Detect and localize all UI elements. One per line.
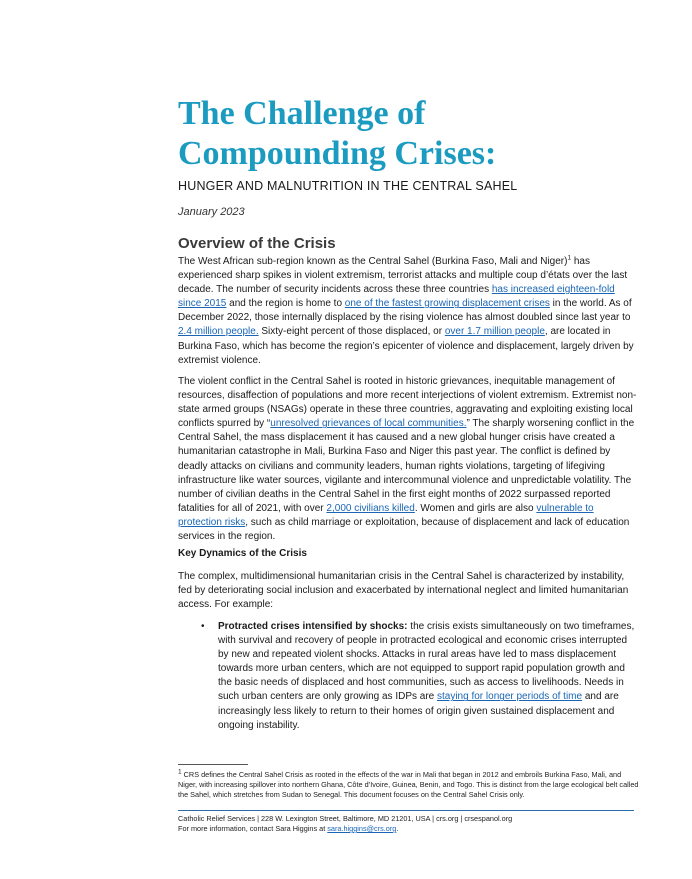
document-title: [178, 94, 648, 174]
page-footer: [178, 814, 512, 834]
document-subtitle: HUNGER AND MALNUTRITION IN THE CENTRAL SAHEL: [178, 179, 518, 193]
link-eighteen-fold[interactable]: has increased eighteen-fold since 2015: [178, 284, 615, 310]
title-line-2: Compounding Crises:: [178, 135, 497, 172]
section-heading-overview: Overview of the Crisis: [178, 235, 336, 252]
subheading-key-dynamics: Key Dynamics of the Crisis: [178, 548, 307, 559]
footer-contact-suffix: .: [396, 824, 399, 833]
bullet-protracted-crises: [218, 620, 638, 733]
link-civilians-killed[interactable]: 2,000 civilians killed: [326, 502, 415, 514]
p2-text-3: . Women and girls are also: [414, 502, 537, 514]
p1-text-2: has experienced sharp spikes in violent extremism, terrorist attacks and multiple coup d’états over the last decade. The number of security incidents across these three countries: [178, 256, 628, 296]
bullet-text-2: and are increasingly less likely to return to their homes of origin given sustained displacement and ongoing instability.: [218, 691, 619, 731]
title-line-1: The Challenge of: [178, 95, 426, 132]
footer-address: Catholic Relief Services | 228 W. Lexington Street, Baltimore, MD 21201, USA | crs.org | crsespanol.org: [178, 814, 513, 823]
link-protection-risks[interactable]: vulnerable to protection risks: [178, 502, 594, 528]
p1-text-4: in the world. As of December 2022, those internally displaced by the rising violence has almost doubled since last year to: [178, 298, 632, 324]
p1-text-6: , are located in Burkina Faso, which has become the region’s epicenter of violence and displacement, largely driven by extremist violence.: [178, 326, 634, 366]
footnote: [178, 770, 640, 801]
link-1-7-million[interactable]: over 1.7 million people: [444, 326, 545, 338]
bullet-text-1: the crisis exists simultaneously on two timeframes, with survival and recovery of people in protracted ecological and economic crises interrupted by new and repeated violent shocks. Attacks in rural areas have led to mass displacement towards more urban centers, which are not equipped to support rapid population growth and the basic needs of displaced and host communities, such as access to livelihoods. Needs in such urban centers are only growing as IDPs are: [218, 621, 635, 703]
p1-text-1: The West African sub-region known as the Central Sahel (Burkina Faso, Mali and Niger): [178, 256, 568, 267]
link-unresolved-grievances[interactable]: unresolved grievances of local communities.: [270, 418, 467, 430]
paragraph-key-dynamics: The complex, multidimensional humanitarian crisis in the Central Sahel is characterized by instability, fed by deteriorating social inclusion and exacerbated by international neglect and limited humanitarian access. For example:: [178, 571, 629, 611]
p1-text-5: Sixty-eight percent of those displaced, or: [258, 326, 445, 338]
link-displacement-crises[interactable]: one of the fastest growing displacement crises: [344, 298, 550, 310]
footer-contact: [178, 824, 512, 834]
link-2-4-million[interactable]: 2.4 million people.: [178, 326, 259, 338]
paragraph-overview-1: [178, 255, 638, 368]
p2-text-4: , such as child marriage or exploitation, because of displacement and lack of education services in the region.: [178, 516, 630, 543]
footnote-ref-1: 1: [567, 254, 572, 262]
footnote-number: 1: [178, 768, 182, 776]
paragraph-overview-2: [178, 375, 638, 544]
footnote-divider: [178, 764, 248, 765]
document-date: January 2023: [178, 206, 245, 218]
p1-text-3: and the region is home to: [226, 298, 345, 310]
footnote-text: CRS defines the Central Sahel Crisis as rooted in the effects of the war in Mali that began in 2012 and embroils Burkina Faso, Mali, and Niger, with increasing spillover into northern Ghana, Côte d’Ivoire, Guinea, Benin, and Togo. This is distinct from the large ecological belt called the Sahel, which stretches from Sudan to Senegal. This document focuses on the Central Sahel Crisis only.: [178, 770, 639, 800]
contact-email-link[interactable]: sara.higgins@crs.org: [327, 824, 397, 833]
bullet-marker: •: [201, 621, 205, 632]
footer-contact-prefix: For more information, contact Sara Higgins at: [178, 824, 328, 833]
link-staying-longer[interactable]: staying for longer periods of time: [437, 691, 583, 703]
footer-divider: [178, 810, 634, 811]
bullet-bold-lead: Protracted crises intensified by shocks:: [218, 621, 408, 632]
p2-text-1: The violent conflict in the Central Sahel is rooted in historic grievances, inequitable management of resources, disaffection of populations and more recent interjections of violent extremism. Extremist non-state armed groups (NSAGs) operate in these three countries, aggravating and exploiting existing local conflicts spurred by “: [178, 376, 637, 430]
p2-text-2: ” The sharply worsening conflict in the Central Sahel, the mass displacement it has caused and a new global hunger crisis have created a humanitarian catastrophe in Mali, Burkina Faso and Niger this past year. The conflict is defined by deadly attacks on civilians and community leaders, human rights violations, targeting of lifegiving infrastructure like water sources, vigilante and intercommunal violence and unpredictable volatility. The number of civilian deaths in the Central Sahel in the first eight months of 2022 surpassed reported fatalities for all of 2021, with over: [178, 418, 635, 514]
